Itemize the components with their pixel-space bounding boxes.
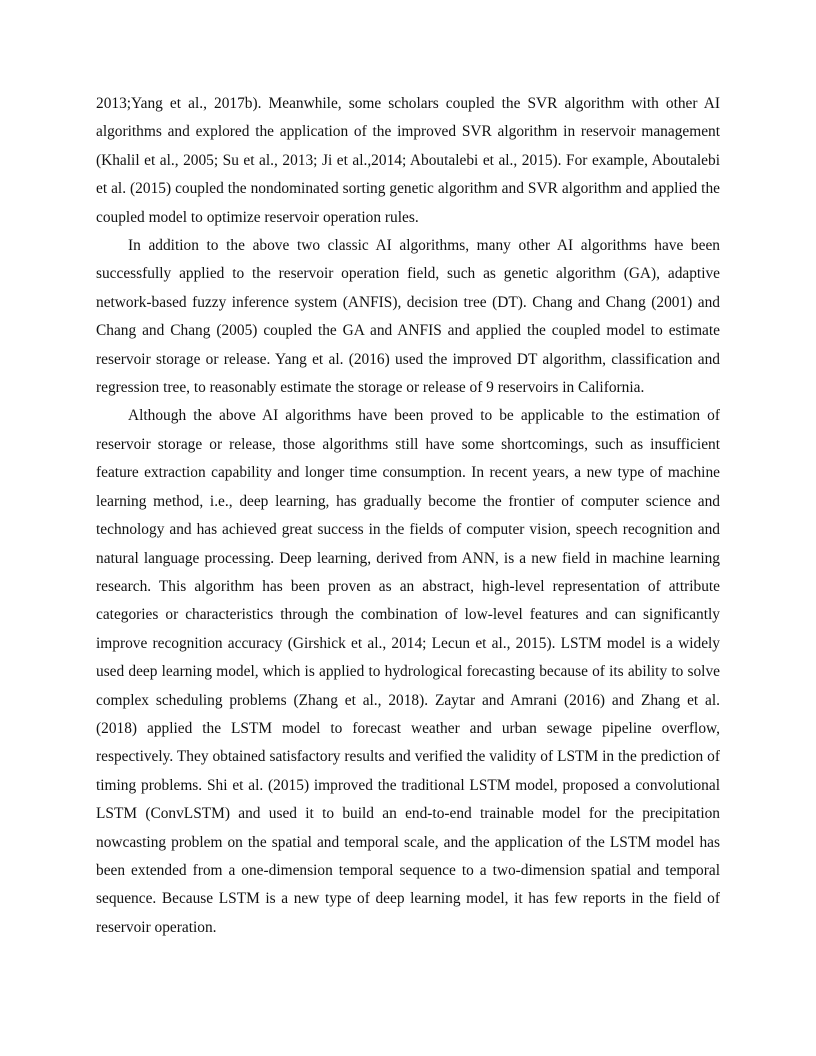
paragraph-continuation: 2013;Yang et al., 2017b). Meanwhile, some scholars coupled the SVR algorithm with other AI algorithms and explored the application of the improved SVR algorithm in reservoir management (Khalil et al., 2005; Su et al., 2013; Ji et al.,2014; Aboutalebi et al., 2015). For example, Aboutalebi et al. (2015) coupled the nondominated sorting genetic algorithm and SVR algorithm and applied the coupled model to optimize reservoir operation rules.: [96, 95, 720, 226]
paragraph-deep-learning: Although the above AI algorithms have been proved to be applicable to the estimation of reservoir storage or release, those algorithms still have some shortcomings, such as insufficient feature extraction capability and longer time consumption. In recent years, a new type of machine learning method, i.e., deep learning, has gradually become the frontier of computer science and technology and has achieved great success in the fields of computer vision, speech recognition and natural language processing. Deep learning, derived from ANN, is a new field in machine learning research. This algorithm has been proven as an abstract, high-level representation of attribute categories or characteristics through the combination of low-level features and can significantly improve recognition accuracy (Girshick et al., 2014; Lecun et al., 2015). LSTM model is a widely used deep learning model, which is applied to hydrological forecasting because of its ability to solve complex scheduling problems (Zhang et al., 2018). Zaytar and Amrani (2016) and Zhang et al. (2018) applied the LSTM model to forecast weather and urban sewage pipeline overflow, respectively. They obtained satisfactory results and verified the validity of LSTM in the prediction of timing problems. Shi et al. (2015) improved the traditional LSTM model, proposed a convolutional LSTM (ConvLSTM) and used it to build an end-to-end trainable model for the precipitation nowcasting problem on the spatial and temporal scale, and the application of the LSTM model has been extended from a one-dimension temporal sequence to a two-dimension spatial and temporal sequence. Because LSTM is a new type of deep learning model, it has few reports in the field of reservoir operation.: [96, 407, 720, 936]
paragraph-other-ai-algorithms: In addition to the above two classic AI algorithms, many other AI algorithms have been successfully applied to the reservoir operation field, such as genetic algorithm (GA), adaptive network-based fuzzy inference system (ANFIS), decision tree (DT). Chang and Chang (2001) and Chang and Chang (2005) coupled the GA and ANFIS and applied the coupled model to estimate reservoir storage or release. Yang et al. (2016) used the improved DT algorithm, classification and regression tree, to reasonably estimate the storage or release of 9 reservoirs in California.: [96, 237, 720, 397]
page-body: [96, 90, 720, 942]
